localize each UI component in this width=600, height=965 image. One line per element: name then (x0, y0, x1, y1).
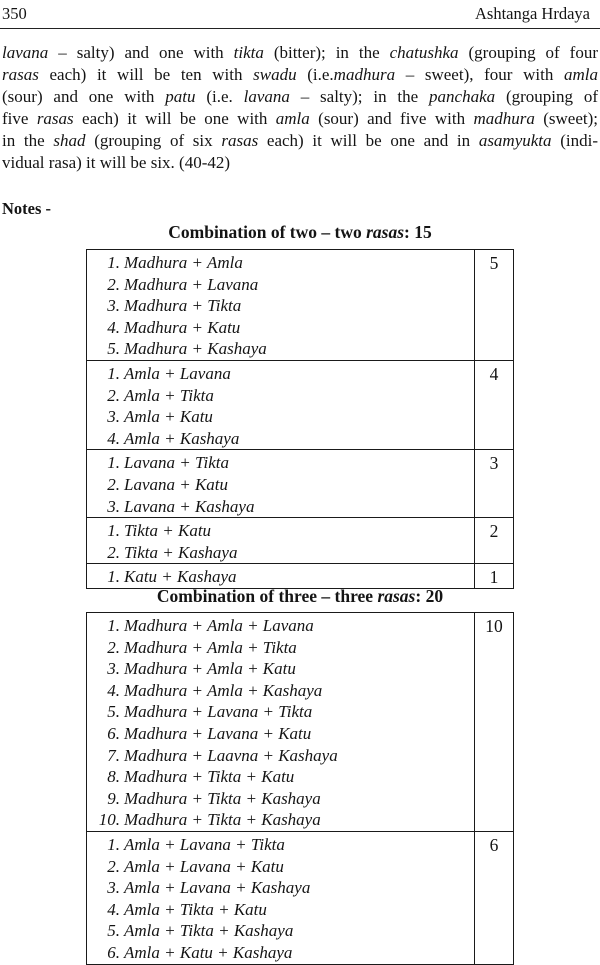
item-number: 3. (107, 496, 120, 516)
item-number: 4. (107, 317, 120, 337)
combination-item (97, 723, 474, 745)
item-text: Lavana + Kashaya (124, 496, 255, 516)
item-text: Amla + Lavana + Tikta (124, 834, 285, 854)
item-number: 6. (107, 723, 120, 743)
page-number: 350 (2, 4, 27, 23)
item-number: 2. (107, 637, 120, 657)
notes-label: Notes - (2, 199, 52, 218)
combination-count-cell: 6 (475, 831, 514, 964)
item-number: 9. (107, 788, 120, 808)
item-text: Amla + Tikta + Katu (124, 899, 267, 919)
combination-item (97, 920, 474, 942)
item-number: 1. (107, 616, 120, 635)
item-text: Amla + Tikta + Kashaya (124, 921, 294, 941)
body-paragraph (2, 42, 598, 174)
combination-count-cell: 3 (475, 450, 514, 518)
table-title-three (86, 586, 514, 607)
item-number: 5. (107, 921, 120, 941)
combination-item (97, 942, 474, 964)
paragraph-line: vidual rasa) it will be six. (40-42) (2, 153, 231, 172)
combination-item (97, 406, 474, 428)
table-group-row (87, 450, 514, 518)
combination-list-cell (87, 360, 475, 449)
combination-item (97, 834, 474, 856)
combination-item (97, 809, 474, 831)
item-number: 2. (107, 542, 120, 562)
item-number: 3. (107, 659, 120, 679)
paragraph-line: lavana – salty) and one with tikta (bitter); in the chatushka (grouping of four (2, 43, 598, 62)
item-number: 1. (107, 363, 120, 383)
combination-list-cell (87, 831, 475, 964)
combination-item (97, 542, 474, 564)
page-header (0, 0, 600, 28)
item-text: Amla + Katu + Kashaya (124, 942, 293, 962)
item-text: Madhura + Amla + Katu (124, 659, 296, 679)
item-number: 3. (107, 296, 120, 316)
combination-item (97, 338, 474, 360)
item-text: Madhura + Tikta + Kashaya (124, 810, 321, 830)
item-number: 3. (107, 407, 120, 427)
item-number: 1. (107, 834, 120, 854)
combination-count-cell: 4 (475, 360, 514, 449)
combination-list-cell (87, 450, 475, 518)
combination-item (97, 899, 474, 921)
combination-item (97, 520, 474, 542)
item-text: Madhura + Amla (124, 253, 243, 272)
item-number: 10. (98, 810, 120, 830)
combination-item (97, 363, 474, 385)
table-title-suffix: : 15 (404, 222, 432, 242)
combination-list-cell (87, 613, 475, 832)
combination-item (97, 658, 474, 680)
combination-three-table (86, 612, 514, 965)
item-number: 4. (107, 680, 120, 700)
item-text: Tikta + Katu (124, 521, 212, 541)
combination-item (97, 452, 474, 474)
combination-item (97, 766, 474, 788)
item-text: Madhura + Katu (124, 317, 241, 337)
item-text: Lavana + Tikta (124, 453, 229, 473)
combination-item (97, 385, 474, 407)
item-text: Madhura + Amla + Tikta (124, 637, 297, 657)
item-text: Madhura + Lavana (124, 274, 259, 294)
item-text: Madhura + Amla + Lavana (124, 616, 314, 635)
paragraph-line: in the shad (grouping of six rasas each) it will be one and in asamyukta (indi- (2, 131, 598, 150)
item-text: Amla + Kashaya (124, 428, 240, 448)
combination-item (97, 615, 474, 637)
item-number: 5. (107, 339, 120, 359)
item-text: Tikta + Kashaya (124, 542, 238, 562)
item-text: Lavana + Katu (124, 474, 229, 494)
header-rule (0, 28, 600, 29)
table-title-two (86, 222, 514, 243)
item-number: 7. (107, 745, 120, 765)
item-text: Madhura + Tikta (124, 296, 242, 316)
table-title-italic: rasas (377, 586, 416, 606)
table-group-row (87, 250, 514, 361)
item-text: Madhura + Amla + Kashaya (124, 680, 323, 700)
table-group-row (87, 360, 514, 449)
table-title-italic: rasas (366, 222, 405, 242)
item-text: Madhura + Lavana + Tikta (124, 702, 313, 722)
table-title-prefix: Combination of three – three (156, 586, 374, 606)
item-number: 4. (107, 428, 120, 448)
item-number: 2. (107, 385, 120, 405)
combination-item (97, 680, 474, 702)
combination-item (97, 317, 474, 339)
combination-item (97, 274, 474, 296)
item-text: Madhura + Laavna + Kashaya (124, 745, 338, 765)
item-number: 8. (107, 767, 120, 787)
table-title-suffix: : 20 (415, 586, 444, 606)
table-group-row (87, 613, 514, 832)
item-number: 6. (107, 942, 120, 962)
combination-item (97, 252, 474, 274)
item-text: Amla + Lavana (124, 363, 231, 383)
item-number: 3. (107, 878, 120, 898)
item-number: 5. (107, 702, 120, 722)
item-text: Amla + Katu (124, 407, 213, 427)
combination-item (97, 566, 474, 588)
combination-count-cell: 1 (475, 564, 514, 589)
running-title: Ashtanga Hrdaya (474, 4, 590, 23)
combination-list-cell (87, 518, 475, 564)
combination-two-table (86, 249, 514, 589)
combination-count-cell: 2 (475, 518, 514, 564)
item-number: 1. (107, 567, 120, 587)
combination-item (97, 701, 474, 723)
item-text: Madhura + Lavana + Katu (124, 723, 312, 743)
item-text: Amla + Lavana + Katu (124, 856, 284, 876)
combination-item (97, 856, 474, 878)
item-number: 1. (107, 521, 120, 541)
combination-item (97, 474, 474, 496)
item-text: Madhura + Kashaya (124, 339, 267, 359)
item-number: 4. (107, 899, 120, 919)
item-number: 2. (107, 856, 120, 876)
paragraph-line: rasas each) it will be ten with swadu (i.e.madhura – sweet), four with amla (2, 65, 598, 84)
combination-item (97, 428, 474, 450)
combination-item (97, 496, 474, 518)
combination-item (97, 745, 474, 767)
item-text: Madhura + Tikta + Katu (124, 767, 295, 787)
item-number: 2. (107, 474, 120, 494)
combination-item (97, 788, 474, 810)
combination-list-cell (87, 250, 475, 361)
combination-item (97, 877, 474, 899)
item-number: 2. (107, 274, 120, 294)
combination-item (97, 637, 474, 659)
item-text: Amla + Tikta (124, 385, 214, 405)
item-number: 1. (107, 453, 120, 473)
table-title-prefix: Combination of two – two (168, 222, 362, 242)
table-group-row (87, 831, 514, 964)
paragraph-line: five rasas each) it will be one with amla (sour) and five with madhura (sweet); (2, 109, 598, 128)
item-text: Madhura + Tikta + Kashaya (124, 788, 321, 808)
combination-count-cell: 10 (475, 613, 514, 832)
item-text: Katu + Kashaya (124, 567, 237, 587)
combination-count-cell: 5 (475, 250, 514, 361)
item-text: Amla + Lavana + Kashaya (124, 878, 311, 898)
table-group-row (87, 518, 514, 564)
paragraph-line: (sour) and one with patu (i.e. lavana – salty); in the panchaka (grouping of (2, 87, 598, 106)
item-number: 1. (107, 253, 120, 272)
combination-item (97, 295, 474, 317)
